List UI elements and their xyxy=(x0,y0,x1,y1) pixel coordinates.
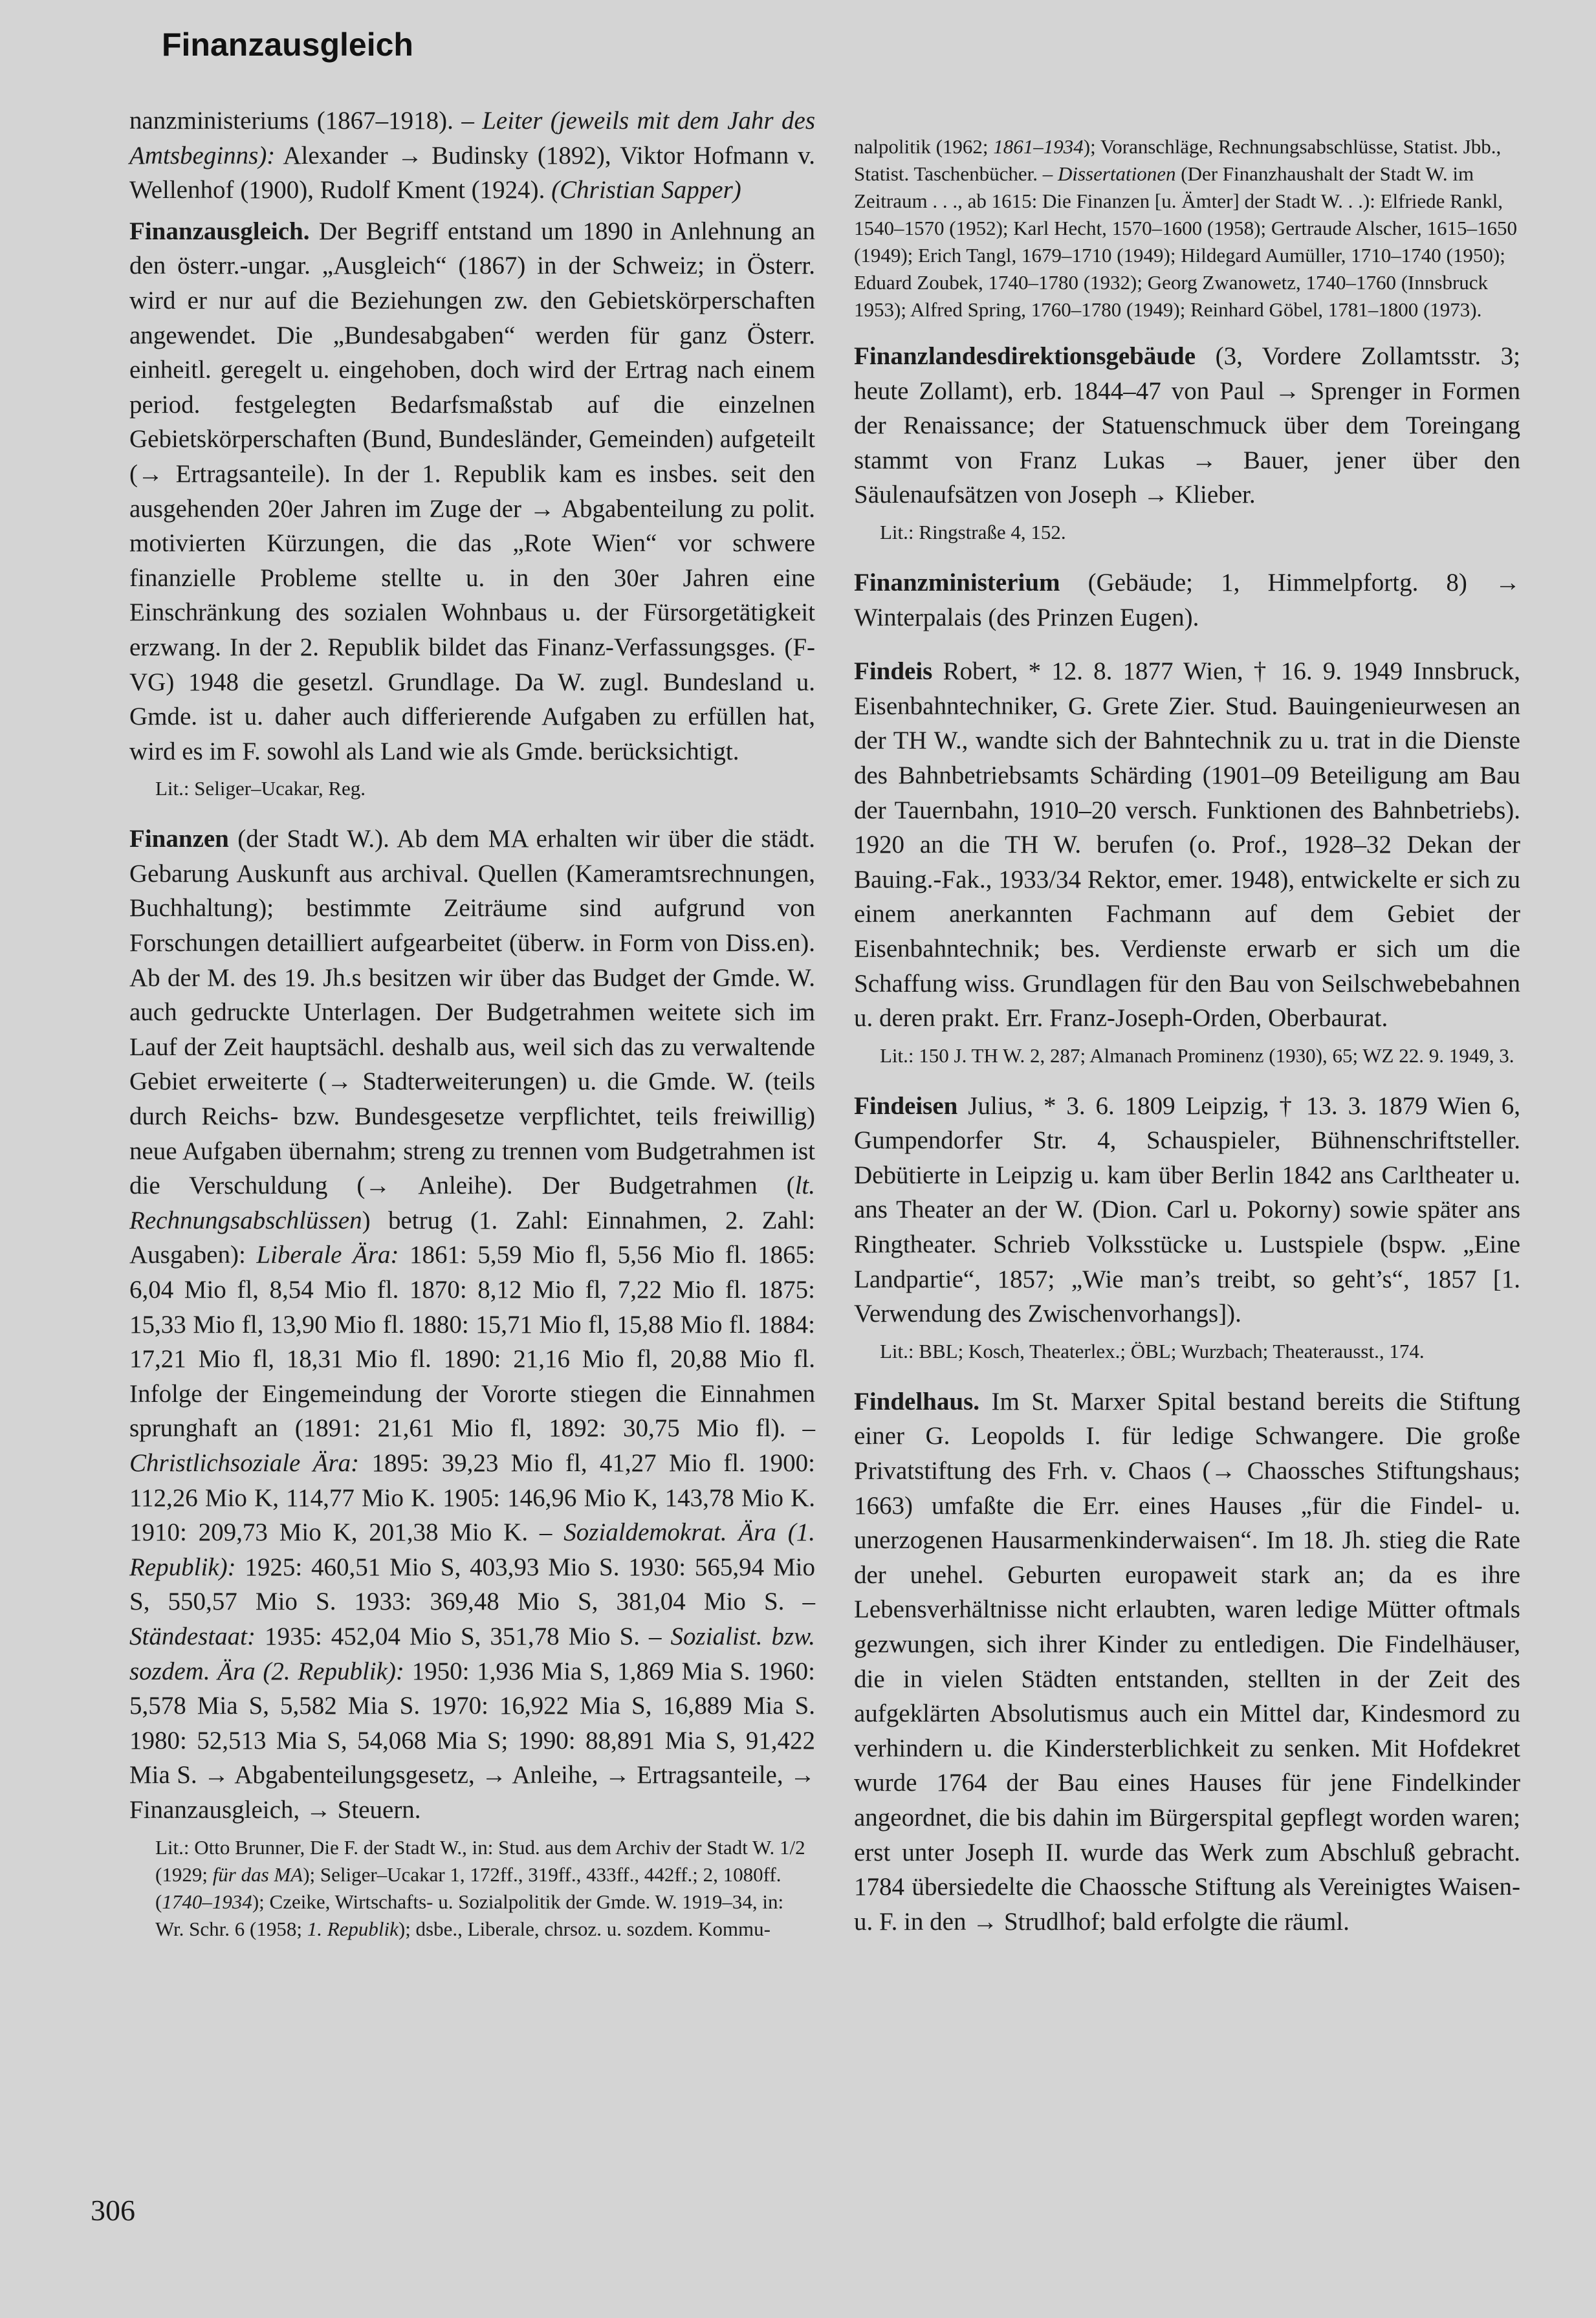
entry-finanzen: Finanzen (der Stadt W.). Ab dem MA erhalten wir über die städt. Gebarung Auskunft aus archival. Quellen (Kameramtsrechnungen, Buchhaltung); bestimmte Zeiträume sind aufgrund von Forschungen detailliert aufgearbeitet (überw. in Form von Diss.en). Ab der M. des 19. Jh.s besitzen wir über das Budget der Gmde. W. auch gedruckte Unterlagen. Der Budgetrahmen weitete sich im Lauf der Zeit hauptsächl. deshalb aus, weil sich das zu verwaltende Gebiet erweiterte (→ Stadterweiterungen) u. die Gmde. W. (teils durch Reichs- bzw. Bundesgesetze verpflichtet, teils freiwillig) neue Aufgaben übernahm; streng zu trennen vom Budgetrahmen ist die Verschuldung (→ Anleihe). Der Budgetrahmen (lt. Rechnungsabschlüssen) betrug (1. Zahl: Einnahmen, 2. Zahl: Ausgaben): Liberale Ära: 1861: 5,59 Mio fl, 5,56 Mio fl. 1865: 6,04 Mio fl, 8,54 Mio fl. 1870: 8,12 Mio fl, 7,22 Mio fl. 1875: 15,33 Mio fl, 13,90 Mio fl. 1880: 15,71 Mio fl, 15,88 Mio fl. 1884: 17,21 Mio fl, 18,31 Mio fl. 1890: 21,16 Mio fl, 20,88 Mio fl. Infolge der Eingemeindung der Vororte stiegen die Einnahmen sprunghaft an (1891: 21,61 Mio fl, 1892: 30,75 Mio fl). – Christlichsoziale Ära: 1895: 39,23 Mio fl, 41,27 Mio fl. 1900: 112,26 Mio K, 114,77 Mio K. 1905: 146,96 Mio K, 143,78 Mio K. 1910: 209,73 Mio K, 201,38 Mio K. – Sozialdemokrat. Ära (1. Republik): 1925: 460,51 Mio S, 403,93 Mio S. 1930: 565,94 Mio S, 550,57 Mio S. 1933: 369,48 Mio S, 381,04 Mio S. – Ständestaat: 1935: 452,04 Mio S, 351,78 Mio S. – Sozialist. bzw. sozdem. Ära (2. Republik): 1950: 1,936 Mia S, 1,869 Mia S. 1960: 5,578 Mia S, 5,582 Mia S. 1970: 16,922 Mia S, 16,889 Mia S. 1980: 52,513 Mia S, 54,068 Mia S; 1990: 88,891 Mia S, 91,422 Mia S. → Abgabenteilungsgesetz, → Anleihe, → Ertragsanteile, → Finanzausgleich, → Steuern. xyxy=(129,825,815,1824)
entry-findelhaus: Findelhaus. Im St. Marxer Spital bestand bereits die Stiftung einer G. Leopolds I. für ledige Schwangere. Die große Privatstiftung des Frh. v. Chaos (→ Chaossches Stiftungshaus; 1663) umfaßte die Err. eines Hauses „für die Findel- u. unerzogenen Hausarmenkinderwaisen“. Im 18. Jh. stieg die Rate der unehel. Geburten europaweit stark an; da es ihre Lebensverhältnisse nicht erlaubten, waren ledige Mütter oftmals gezwungen, sich ihrer Kinder zu entledigen. Die Findelhäuser, die in vielen Städten entstanden, stellten in der Zeit des aufgeklärten Absolutismus auch ein Mittel dar, Kindesmord zu verhindern u. die Kindersterblichkeit zu senken. Mit Hofdekret wurde 1764 der Bau eines Hauses für jene Findelkinder angeordnet, die bis dahin im Bürgerspital gepflegt worden waren; erst unter Joseph II. wurde das Werk zum Abschluß gebracht. 1784 übersiedelte die Chaossche Stiftung als Vereinigtes Waisen- u. F. in den → Strudlhof; bald erfolgte die räuml. xyxy=(854,1387,1520,1936)
entry-literature: Lit.: Ringstraße 4, 152. xyxy=(880,520,1066,543)
page-number: 306 xyxy=(91,2194,135,2227)
entry-term: Finanzlandesdirektionsgebäude xyxy=(854,342,1196,370)
entry-literature-continuation: nalpolitik (1962; 1861–1934); Voranschläge, Rechnungsabschlüsse, Statist. Jbb., Statist. Taschenbücher. – Dissertationen (Der Finanzhaushalt der Stadt W. im Zeitraum . . ., ab 1615: Die Finanzen [u. Ämter] der Stadt W. . .): Elfriede Rankl, 1540–1570 (1952); Karl Hecht, 1570–1600 (1958); Gertraude Alscher, 1615–1650 (1949); Erich Tangl, 1679–1710 (1949); Hildegard Aumüller, 1710–1740 (1950); Eduard Zoubek, 1740–1780 (1932); Georg Zwanowetz, 1740–1760 (Innsbruck 1953); Alfred Spring, 1760–1780 (1949); Reinhard Göbel, 1781–1800 (1973). xyxy=(854,135,1517,321)
entry-finanzlandesdirektionsgebaeude: Finanzlandesdirektionsgebäude (3, Vordere Zollamtsstr. 3; heute Zollamt), erb. 1844–47 von Paul → Sprenger in Formen der Renaissance; der Statuenschmuck über dem Toreingang stammt von Franz Lukas → Bauer, jener über den Säulenaufsätzen von Joseph → Klieber. xyxy=(854,342,1520,509)
right-column xyxy=(854,129,1520,1945)
entry-term: Findeisen xyxy=(854,1091,958,1120)
entry-literature: Lit.: Otto Brunner, Die F. der Stadt W., in: Stud. aus dem Archiv der Stadt W. 1/2 (1929; für das MA); Seliger–Ucakar 1, 172ff., 319ff., 433ff., 442ff.; 2, 1080ff. (1740–1934); Czeike, Wirtschafts- u. Sozialpolitik der Gmde. W. 1919–34, in: Wr. Schr. 6 (1958; 1. Republik); dsbe., Liberale, chrsoz. u. sozdem. Kommu- xyxy=(155,1835,805,1940)
entry-term: Finanzausgleich. xyxy=(129,217,310,245)
entry-findeis: Findeis Robert, * 12. 8. 1877 Wien, † 16. 9. 1949 Innsbruck, Eisenbahntechniker, G. Grete Zier. Stud. Bauingenieurwesen an der TH W., wandte sich der Bahntechnik zu u. trat in die Dienste des Bahnbetriebsamts Schärding (1901–09 Beteiligung am Bau der Tauernbahn, 1910–20 versch. Funktionen des Bahnbetriebs). 1920 an die TH W. berufen (o. Prof., 1928–32 Dekan der Bauing.-Fak., 1933/34 Rektor, emer. 1948), entwickelte er sich zu einem anerkannten Fachmann auf dem Gebiet der Eisenbahntechnik; bes. Verdienste erwarb er sich um die Schaffung wiss. Grundlagen für den Bau von Seilschwebebahnen u. deren prakt. Err. Franz-Joseph-Orden, Oberbaurat. xyxy=(854,657,1520,1033)
entry-finanzministerium: Finanzministerium (Gebäude; 1, Himmelpfortg. 8) → Winterpalais (des Prinzen Eugen). xyxy=(854,568,1520,631)
running-head: Finanzausgleich xyxy=(162,27,413,63)
entry-continuation: nanzministeriums (1867–1918). – Leiter (jeweils mit dem Jahr des Amtsbeginns): Alexander → Budinsky (1892), Viktor Hofmann v. Wellenhof (1900), Rudolf Kment (1924). (Christian Sapper) xyxy=(129,107,816,204)
entry-term: Finanzministerium xyxy=(854,568,1060,596)
entry-literature: Lit.: Seliger–Ucakar, Reg. xyxy=(155,777,366,800)
entry-term: Findelhaus. xyxy=(854,1387,979,1416)
entry-term: Finanzen xyxy=(129,825,229,853)
entry-literature: Lit.: 150 J. TH W. 2, 287; Almanach Prominenz (1930), 65; WZ 22. 9. 1949, 3. xyxy=(880,1044,1514,1067)
entry-literature: Lit.: BBL; Kosch, Theaterlex.; ÖBL; Wurzbach; Theaterausst., 174. xyxy=(880,1339,1425,1362)
left-column xyxy=(129,104,815,1962)
entry-term: Findeis xyxy=(854,657,933,686)
entry-findeisen: Findeisen Julius, * 3. 6. 1809 Leipzig, † 13. 3. 1879 Wien 6, Gumpendorfer Str. 4, Schauspieler, Bühnenschriftsteller. Debütierte in Leipzig u. kam über Berlin 1842 ans Carltheater u. ans Theater an der W. (Dion. Carl u. Pokorny) sowie später ans Ringtheater. Schrieb Volksstücke u. Lustspiele (bspw. „Eine Landpartie“, 1857; „Wie man’s treibt, so geht’s“, 1857 [1. Verwendung des Zwischenvorhangs]). xyxy=(854,1091,1520,1328)
entry-finanzausgleich: Finanzausgleich. Der Begriff entstand um 1890 in Anlehnung an den österr.-ungar. „Ausgleich“ (1867) in der Schweiz; in Österr. wird er nur auf die Beziehungen zw. den Gebietskörperschaften angewendet. Die „Bundesabgaben“ werden für ganz Österr. einheitl. geregelt u. eingehoben, doch wird der Ertrag nach einem period. festgelegten Bedarfsmaßstab auf die einzelnen Gebietskörperschaften (Bund, Bundesländer, Gemeinden) aufgeteilt (→ Ertragsanteile). In der 1. Republik kam es insbes. seit den ausgehenden 20er Jahren im Zuge der → Abgabenteilung zu polit. motivierten Kürzungen, die das „Rote Wien“ vor schwere finanzielle Probleme stellte u. in den 30er Jahren eine Einschränkung des sozialen Wohnbaus u. der Fürsorgetätigkeit erzwang. In der 2. Republik bildet das Finanz-Verfassungsges. (F-VG) 1948 die gesetzl. Grundlage. Da W. zugl. Bundesland u. Gmde. ist u. daher auch differierende Aufgaben zu erfüllen hat, wird es im F. sowohl als Land wie als Gmde. berücksichtigt. xyxy=(129,217,815,765)
entry-author: (Christian Sapper) xyxy=(551,176,741,204)
